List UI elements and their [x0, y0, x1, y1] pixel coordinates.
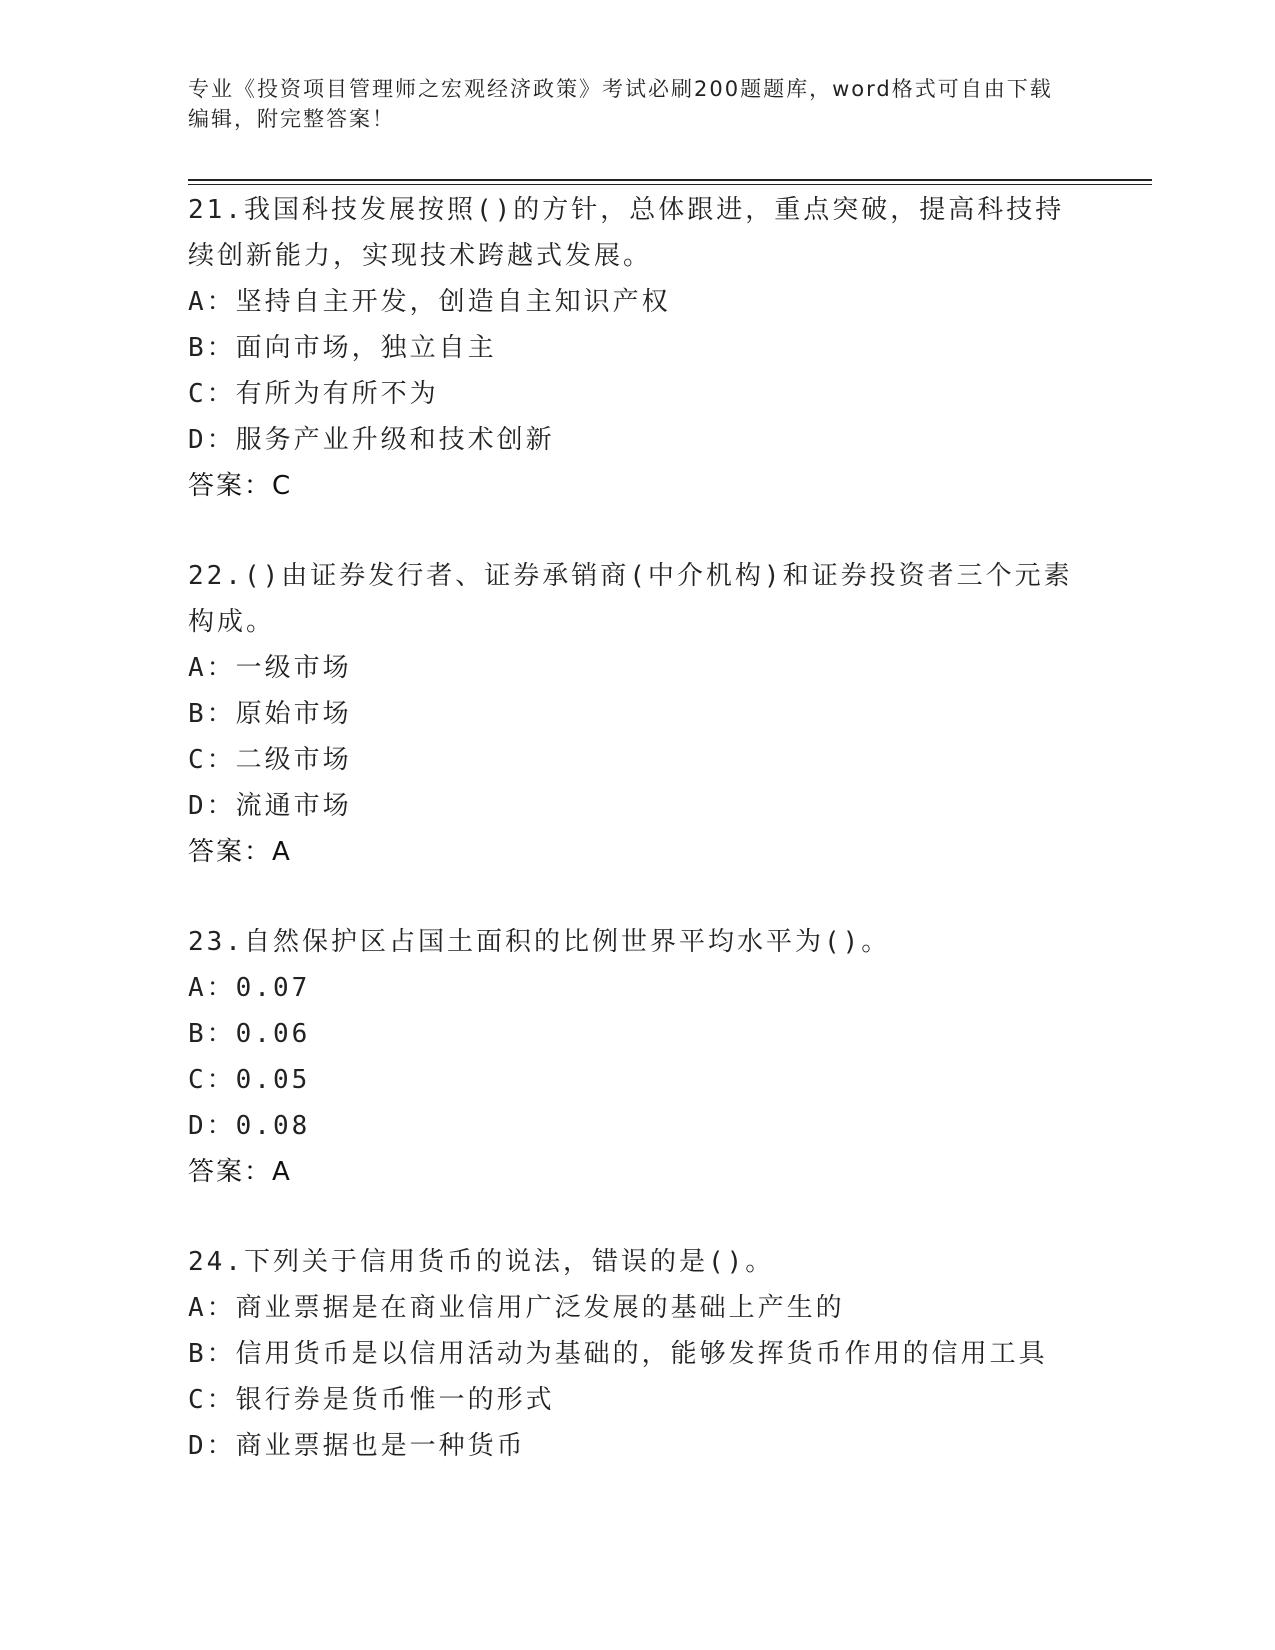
option-d: D：0.08	[188, 1111, 311, 1141]
option-d: D：商业票据也是一种货币	[188, 1431, 526, 1461]
option-list	[188, 965, 1088, 1149]
option-c: C：有所为有所不为	[188, 379, 439, 409]
option-d: D：流通市场	[188, 791, 352, 821]
option-b: B：信用货币是以信用活动为基础的，能够发挥货币作用的信用工具	[188, 1339, 1048, 1369]
option-list	[188, 645, 1088, 829]
question-text: 24.下列关于信用货币的说法，错误的是()。	[188, 1247, 775, 1277]
option-b: B：0.06	[188, 1019, 311, 1049]
answer: 答案：C	[188, 471, 293, 501]
option-a: A：一级市场	[188, 653, 352, 683]
question-22	[188, 553, 1088, 875]
question-24	[188, 1239, 1088, 1469]
option-list	[188, 1285, 1088, 1469]
option-d: D：服务产业升级和技术创新	[188, 425, 555, 455]
header-divider-thick	[188, 179, 1152, 181]
option-c: C：二级市场	[188, 745, 352, 775]
option-list	[188, 279, 1088, 463]
option-a: A：0.07	[188, 973, 311, 1003]
option-b: B：面向市场，独立自主	[188, 333, 497, 363]
question-text: 23.自然保护区占国土面积的比例世界平均水平为()。	[188, 927, 891, 957]
option-c: C：0.05	[188, 1065, 311, 1095]
answer: 答案：A	[188, 1157, 292, 1187]
question-23	[188, 919, 1088, 1195]
question-list	[188, 187, 1088, 1513]
header-divider-thin	[188, 184, 1152, 185]
option-b: B：原始市场	[188, 699, 352, 729]
question-21	[188, 187, 1088, 509]
document-header: 专业《投资项目管理师之宏观经济政策》考试必刷200题题库，word格式可自由下载编辑，附完整答案！	[188, 77, 1053, 131]
option-c: C：银行券是货币惟一的形式	[188, 1385, 555, 1415]
option-a: A：坚持自主开发，创造自主知识产权	[188, 287, 671, 317]
answer: 答案：A	[188, 837, 292, 867]
option-a: A：商业票据是在商业信用广泛发展的基础上产生的	[188, 1293, 845, 1323]
question-text: 21.我国科技发展按照()的方针，总体跟进，重点突破，提高科技持续创新能力，实现技术跨越式发展。	[188, 195, 1065, 271]
question-text: 22.()由证券发行者、证券承销商(中介机构)和证券投资者三个元素构成。	[188, 561, 1073, 637]
